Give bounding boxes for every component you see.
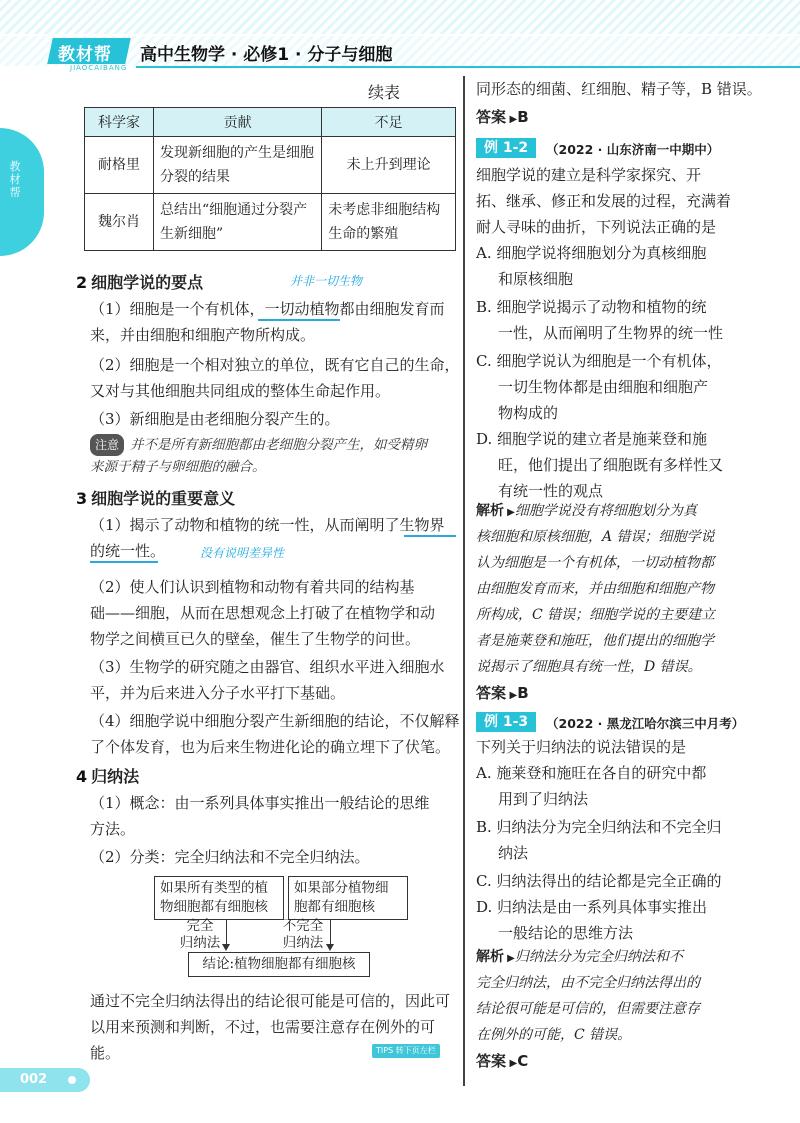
triangle-icon: ▶ <box>506 114 518 125</box>
paragraph: 以用来预测和判断，不过，也需要注意存在例外的可能。 <box>90 1018 436 1062</box>
paragraph: （3）新细胞是由老细胞分裂产生的。 <box>90 410 340 428</box>
example-tag: 例 1-2 <box>476 138 536 158</box>
explanation-text: 归纳法分为完全归纳法和不 <box>514 949 683 965</box>
table-row <box>85 137 456 194</box>
table-cell: 未考虑非细胞结构生命的繁殖 <box>322 194 456 251</box>
paragraph: （1）概念：由一系列具体事实推出一般结论的思维 <box>90 794 430 812</box>
explanation-label: 解析 <box>476 949 504 965</box>
paragraph: 的统一性。 <box>90 542 166 560</box>
option-text: C. 归纳法得出的结论都是完全正确的 <box>476 872 722 890</box>
question-text: 下列关于归纳法的说法错误的是 <box>476 738 687 756</box>
diagram-text: 如果所有类型的植 <box>160 880 268 896</box>
option-text: B. 细胞学说揭示了动物和植物的统 <box>476 298 707 316</box>
option-text: 和原核细胞 <box>498 270 574 288</box>
question-text: 拓、继承、修正和发展的过程，充满着 <box>476 192 732 210</box>
triangle-icon: ▶ <box>506 1058 518 1069</box>
triangle-icon: ▶ <box>504 953 515 964</box>
paragraph: 来，并由细胞和细胞产物所构成。 <box>90 326 316 344</box>
section-heading <box>76 270 203 293</box>
table-header-cell: 贡献 <box>154 108 322 137</box>
explanation-text: 核细胞和原核细胞，A 错误；细胞学说 <box>476 529 715 545</box>
diagram-box-conclusion: 结论:植物细胞都有细胞核 <box>188 952 370 977</box>
table-cell: 未上升到理论 <box>322 137 456 194</box>
explanation-text: 结论很可能是可信的，但需要注意存 <box>476 1001 700 1017</box>
option-text: B. 归纳法分为完全归纳法和不完全归 <box>476 818 722 836</box>
answer-value: B <box>517 684 529 702</box>
answer-line <box>476 682 529 703</box>
table-cell: 魏尔肖 <box>85 194 154 251</box>
tips-badge: TIPS 转下页左栏 <box>372 1044 440 1058</box>
diagram-connector <box>330 920 331 946</box>
note-tag: 注意 <box>90 434 124 456</box>
answer-label: 答案 <box>476 1052 507 1070</box>
option-text: 用到了归纳法 <box>498 790 589 808</box>
paragraph: （3）生物学的研究随之由器官、组织水平进入细胞水 <box>90 658 445 676</box>
explanation-text: 在例外的可能，C 错误。 <box>476 1027 632 1043</box>
example-source: （2022 · 山东济南一中期中） <box>546 142 720 157</box>
note-text: 并不是所有新细胞都由老细胞分裂产生，如受精卵 <box>130 437 428 453</box>
example-tag: 例 1-3 <box>476 712 536 732</box>
table-cell: 耐格里 <box>85 137 154 194</box>
header-pattern <box>0 0 800 34</box>
table-cell: 总结出“细胞通过分裂产生新细胞” <box>154 194 322 251</box>
paragraph: 通过不完全归纳法得出的结论很可能是可信的，因此可 <box>90 992 451 1010</box>
paragraph: 了个体发育，也为后来生物进化论的确立埋下了伏笔。 <box>90 738 451 756</box>
table-row <box>85 194 456 251</box>
explanation-text: 说揭示了细胞具有统一性，D 错误。 <box>476 659 702 675</box>
annotation-underline <box>90 561 158 563</box>
paragraph: 平，并为后来进入分子水平打下基础。 <box>90 684 346 702</box>
explanation-text: 者是施莱登和施旺，他们提出的细胞学 <box>476 633 714 649</box>
diagram-label <box>278 918 328 952</box>
section-title: 细胞学说的要点 <box>91 273 204 292</box>
annotation-underline <box>258 319 340 321</box>
option-text: 有统一性的观点 <box>498 482 604 500</box>
paragraph: 物学之间横亘已久的壁垒，催生了生物学的问世。 <box>90 630 421 648</box>
handwritten-annotation: 没有说明差异性 <box>200 546 285 560</box>
explanation-text: 完全归纳法，由不完全归纳法得出的 <box>476 975 700 991</box>
section-number: 3 <box>76 489 88 508</box>
logo-text: 教材帮 <box>58 45 112 65</box>
section-title: 归纳法 <box>91 767 140 786</box>
section-number: 4 <box>76 767 88 786</box>
diagram-text: 物细胞都有细胞核 <box>160 899 268 915</box>
page-header <box>0 0 800 74</box>
scientist-table <box>84 107 456 251</box>
table-cell: 发现新细胞的产生是细胞分裂的结果 <box>154 137 322 194</box>
option-text: D. 细胞学说的建立者是施莱登和施 <box>476 430 708 448</box>
table-continued-label: 续表 <box>368 83 401 102</box>
answer-line <box>476 106 529 127</box>
handwritten-annotation: 并非一切生物 <box>290 274 363 288</box>
paragraph: 方法。 <box>90 820 136 838</box>
diagram-label <box>176 918 224 952</box>
triangle-icon: ▶ <box>504 507 515 518</box>
diagram-label-text: 不完全 <box>282 918 324 934</box>
question-text: 耐人寻味的曲折，下列说法正确的是 <box>476 218 717 236</box>
section-title: 细胞学说的重要意义 <box>91 489 236 508</box>
option-text: 一切生物体都是由细胞和细胞产 <box>498 378 709 396</box>
paragraph: （1）细胞是一个有机体，一切动植物都由细胞发育而 <box>90 300 445 318</box>
page-number: 002 <box>20 1072 48 1087</box>
paragraph: 础——细胞，从而在思想观念上打破了在植物学和动 <box>90 604 436 622</box>
side-tab-label: 教材帮 <box>9 160 21 199</box>
example-source: （2022 · 黑龙江哈尔滨三中月考） <box>546 716 745 731</box>
paragraph: （2）细胞是一个相对独立的单位，既有它自己的生命， <box>90 356 460 374</box>
triangle-icon: ▶ <box>506 690 518 701</box>
option-text: 纳法 <box>498 844 529 862</box>
logo-subtext: JIAOCAIBANG <box>70 64 128 72</box>
table-header-cell: 不足 <box>322 108 456 137</box>
explanation-text: 由细胞发育而来，并由细胞和细胞产物 <box>476 581 714 597</box>
diagram-box-partial <box>288 876 408 920</box>
answer-value: B <box>517 108 529 126</box>
answer-label: 答案 <box>476 108 507 126</box>
paragraph: （4）细胞学说中细胞分裂产生新细胞的结论，不仅解释 <box>90 712 460 730</box>
paragraph: 又对与其他细胞共同组成的整体生命起作用。 <box>90 382 391 400</box>
explanation-text: 认为细胞是一个有机体，一切动植物都 <box>476 555 714 571</box>
diagram-connector <box>226 920 227 946</box>
explanation-label: 解析 <box>476 503 504 519</box>
section-number: 2 <box>76 273 88 292</box>
paragraph: （2）使人们认识到植物和动物有着共同的结构基 <box>90 578 415 596</box>
option-text: 一般结论的思维方法 <box>498 924 634 942</box>
paragraph: 同形态的细菌、红细胞、精子等，B 错误。 <box>476 80 762 98</box>
explanation-line <box>476 944 794 972</box>
dot-icon <box>68 1076 76 1084</box>
explanation-line <box>476 498 794 526</box>
header-divider <box>136 66 800 68</box>
diagram-label-text: 归纳法 <box>179 935 221 951</box>
question-text: 细胞学说的建立是科学家探究、开 <box>476 166 702 184</box>
option-text: A. 施莱登和施旺在各自的研究中都 <box>476 764 707 782</box>
explanation-text: 所构成，C 错误；细胞学说的主要建立 <box>476 607 716 623</box>
column-divider <box>463 76 465 1086</box>
paragraph: （2）分类：完全归纳法和不完全归纳法。 <box>90 848 370 866</box>
section-heading <box>76 764 139 787</box>
annotation-underline <box>404 535 456 537</box>
option-text: 一性，从而阐明了生物界的统一性 <box>498 324 724 342</box>
note-block <box>90 434 462 456</box>
option-text: 旺，他们提出了细胞既有多样性又 <box>498 456 724 474</box>
answer-line <box>476 1050 528 1071</box>
option-text: C. 细胞学说认为细胞是一个有机体， <box>476 352 722 370</box>
diagram-text: 胞都有细胞核 <box>294 899 375 915</box>
table-header-cell: 科学家 <box>85 108 154 137</box>
table-header-row <box>85 108 456 137</box>
explanation-text: 细胞学说没有将细胞划分为真 <box>514 503 697 519</box>
diagram-label-text: 完全 <box>186 918 214 934</box>
diagram-box-all <box>154 876 284 920</box>
option-text: A. 细胞学说将细胞划分为真核细胞 <box>476 244 707 262</box>
answer-label: 答案 <box>476 684 507 702</box>
answer-value: C <box>517 1052 529 1070</box>
section-heading <box>76 486 235 509</box>
page-title: 高中生物学 · 必修1 · 分子与细胞 <box>140 45 393 65</box>
diagram-text: 如果部分植物细 <box>294 880 389 896</box>
option-text: 物构成的 <box>498 404 559 422</box>
option-text: D. 归纳法是由一系列具体事实推出 <box>476 898 708 916</box>
note-text: 来源于精子与卵细胞的融合。 <box>90 459 266 475</box>
diagram-label-text: 归纳法 <box>282 935 324 951</box>
paragraph: （1）揭示了动物和植物的统一性，从而阐明了生物界 <box>90 516 445 534</box>
